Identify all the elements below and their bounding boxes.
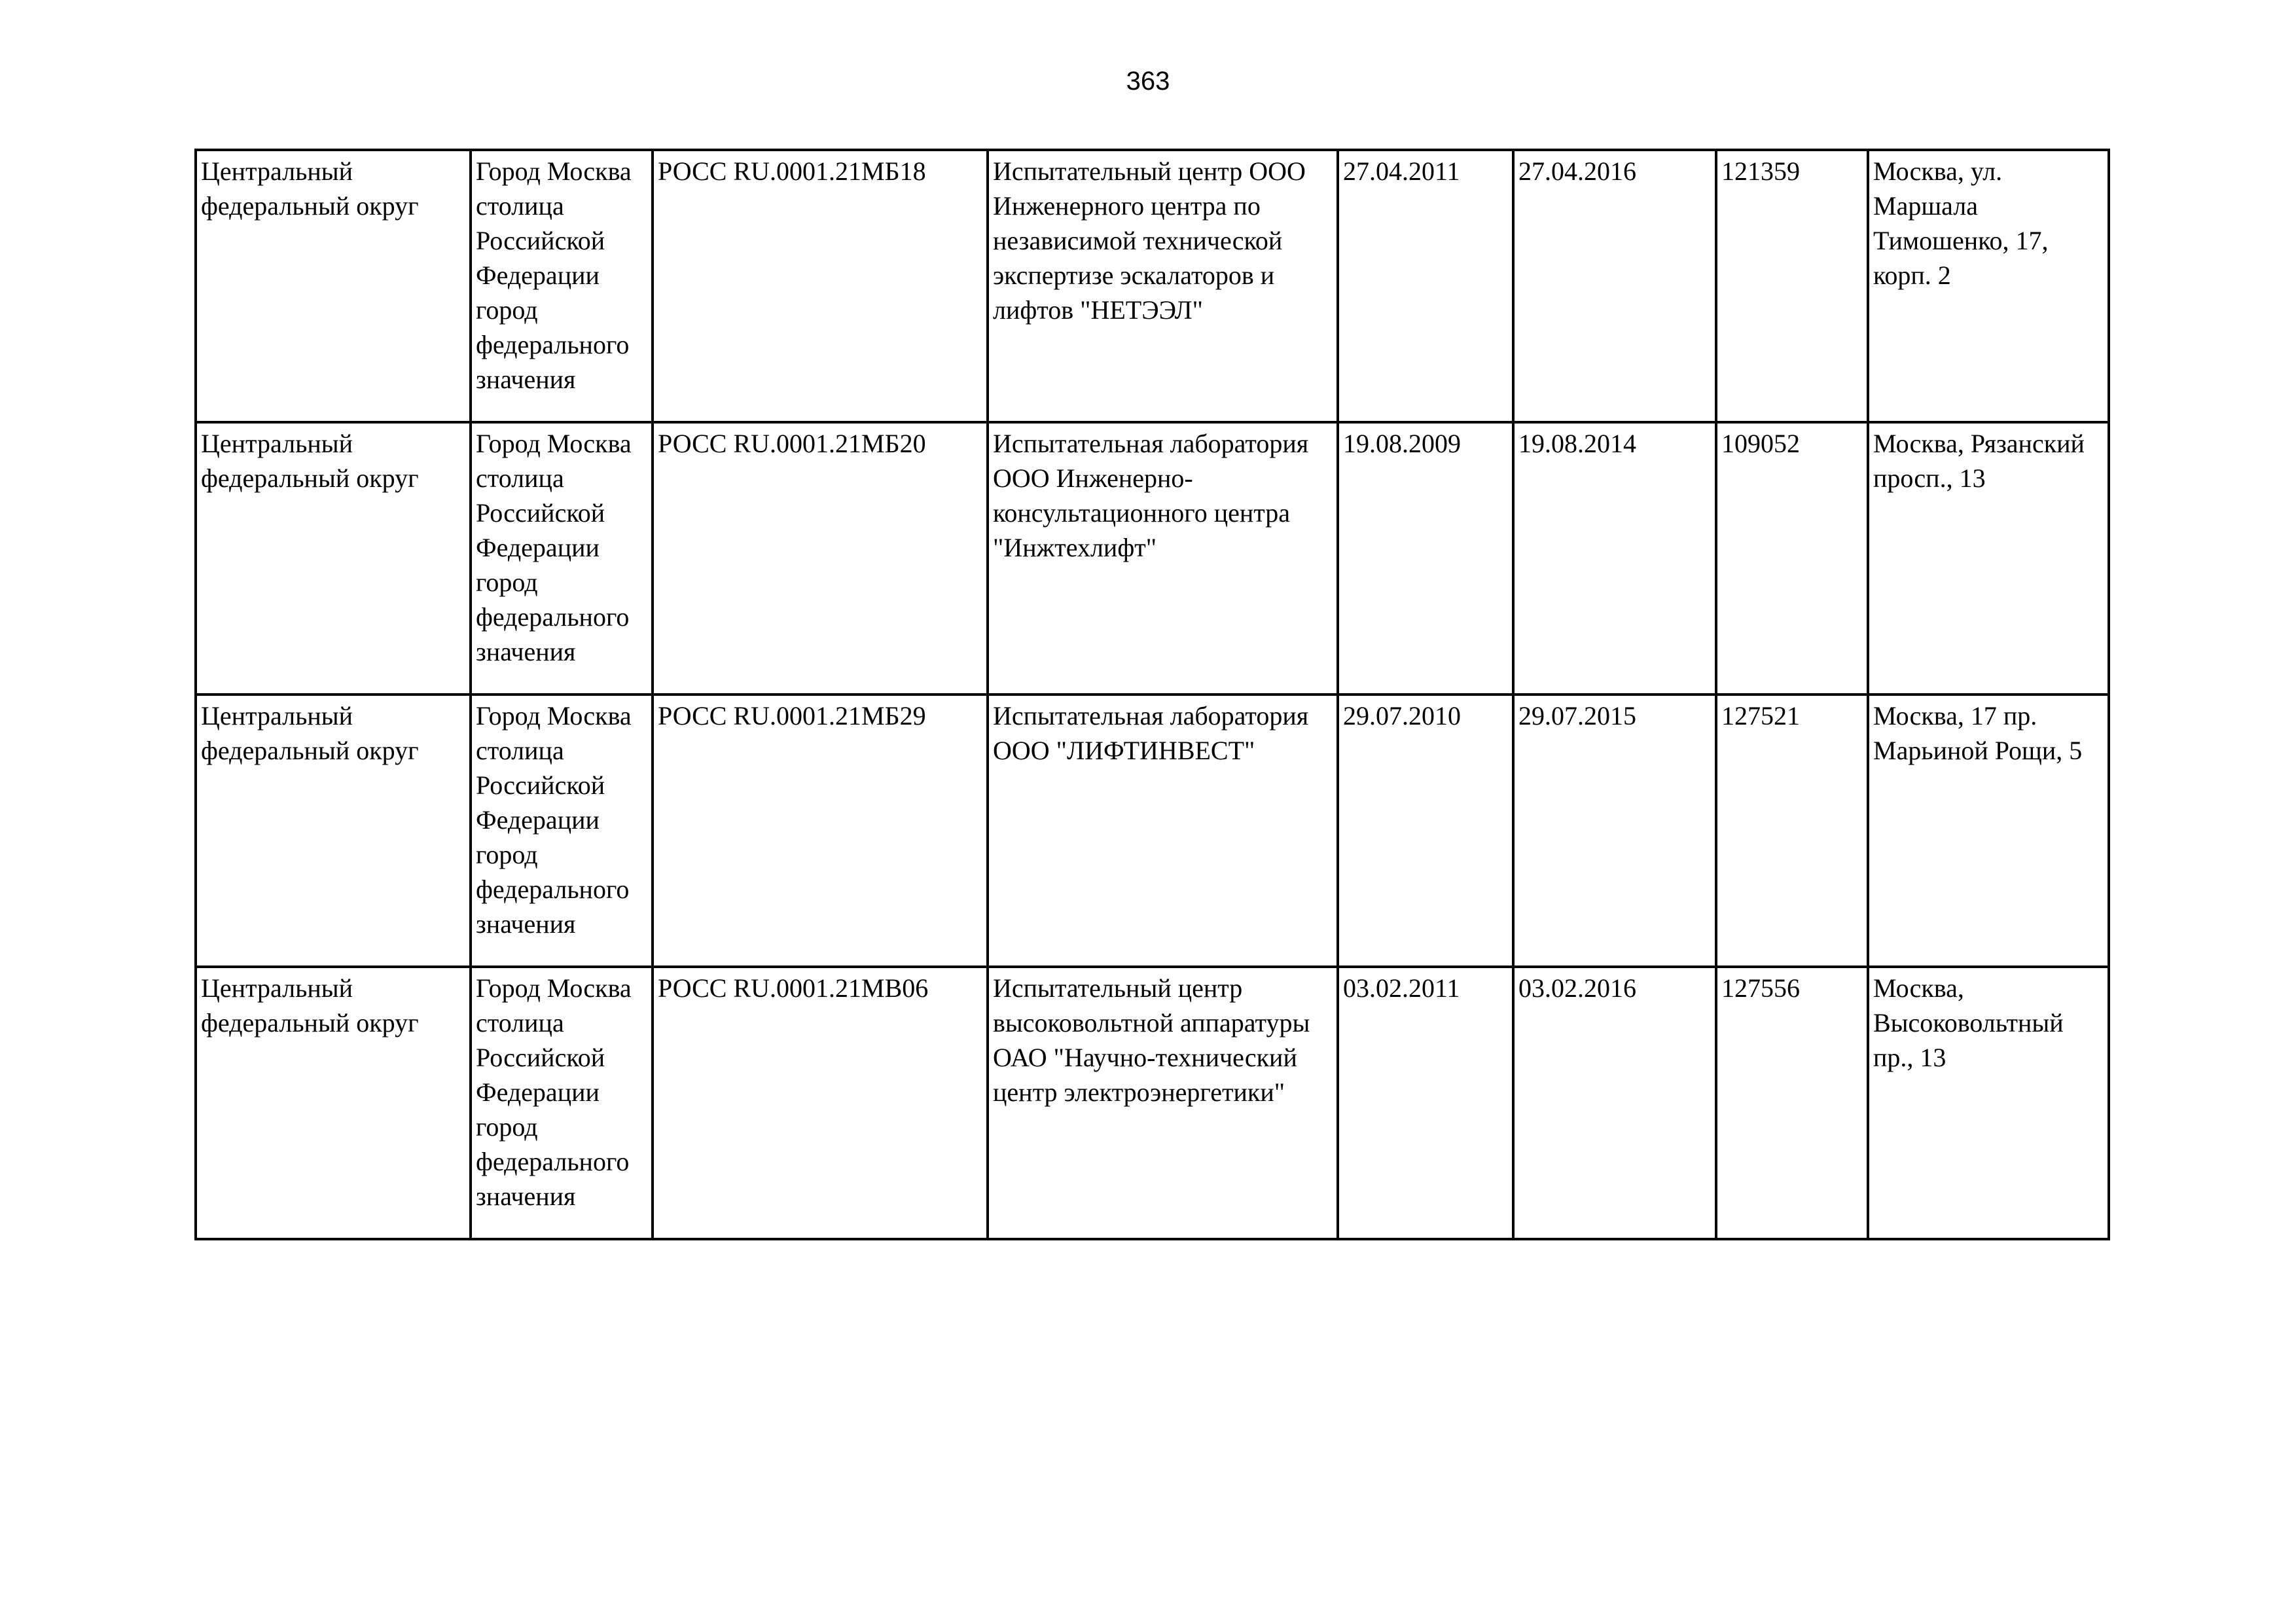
table-row (196, 967, 2109, 1239)
date-from-cell (1338, 422, 1513, 695)
postal-code-cell (1716, 422, 1868, 695)
postal-code-text: 127556 (1721, 973, 1800, 1003)
region-text: Город Москва столица Российской Федерации город федерального значения (476, 156, 632, 394)
accreditation-number-cell (653, 695, 988, 967)
organization-text: Испытательная лаборатория ООО "ЛИФТИНВЕСТ" (993, 701, 1309, 765)
accreditation-number-text: РОСС RU.0001.21МБ20 (658, 429, 926, 458)
address-text: Москва, 17 пр. Марьиной Рощи, 5 (1873, 701, 2083, 765)
district-text: Центральный федеральный округ (201, 701, 419, 765)
district-cell (196, 967, 471, 1239)
date-from-text: 19.08.2009 (1343, 429, 1461, 458)
table-row (196, 150, 2109, 422)
address-cell (1868, 695, 2109, 967)
date-from-text: 27.04.2011 (1343, 156, 1460, 186)
date-from-text: 29.07.2010 (1343, 701, 1461, 731)
district-cell (196, 695, 471, 967)
region-text: Город Москва столица Российской Федерации город федерального значения (476, 429, 632, 666)
district-cell (196, 150, 471, 422)
date-from-cell (1338, 150, 1513, 422)
organization-text: Испытательный центр ООО Инженерного центра по независимой технической экспертизе эскалаторов и лифтов "НЕТЭЭЛ" (993, 156, 1306, 325)
page-number: 363 (1126, 67, 1170, 96)
date-to-text: 19.08.2014 (1518, 429, 1636, 458)
date-to-text: 27.04.2016 (1518, 156, 1636, 186)
date-to-cell (1513, 150, 1716, 422)
date-to-cell (1513, 695, 1716, 967)
region-cell (471, 967, 653, 1239)
accreditation-number-cell (653, 422, 988, 695)
district-cell (196, 422, 471, 695)
address-text: Москва, Высоковольтный пр., 13 (1873, 973, 2064, 1072)
organization-cell (988, 422, 1338, 695)
organization-cell (988, 695, 1338, 967)
date-to-cell (1513, 422, 1716, 695)
region-cell (471, 150, 653, 422)
region-cell (471, 695, 653, 967)
postal-code-text: 109052 (1721, 429, 1800, 458)
address-cell (1868, 422, 2109, 695)
date-from-text: 03.02.2011 (1343, 973, 1460, 1003)
organization-cell (988, 150, 1338, 422)
accreditation-number-text: РОСС RU.0001.21МБ18 (658, 156, 926, 186)
address-cell (1868, 150, 2109, 422)
organization-cell (988, 967, 1338, 1239)
date-to-text: 03.02.2016 (1518, 973, 1636, 1003)
address-text: Москва, ул. Маршала Тимошенко, 17, корп. 2 (1873, 156, 2049, 290)
accreditation-number-cell (653, 150, 988, 422)
date-to-text: 29.07.2015 (1518, 701, 1636, 731)
date-from-cell (1338, 695, 1513, 967)
date-from-cell (1338, 967, 1513, 1239)
date-to-cell (1513, 967, 1716, 1239)
postal-code-text: 127521 (1721, 701, 1800, 731)
address-cell (1868, 967, 2109, 1239)
district-text: Центральный федеральный округ (201, 156, 419, 221)
region-cell (471, 422, 653, 695)
district-text: Центральный федеральный округ (201, 973, 419, 1038)
region-text: Город Москва столица Российской Федерации город федерального значения (476, 701, 632, 939)
table-row (196, 695, 2109, 967)
postal-code-cell (1716, 150, 1868, 422)
postal-code-cell (1716, 967, 1868, 1239)
accreditation-number-cell (653, 967, 988, 1239)
postal-code-text: 121359 (1721, 156, 1800, 186)
table-row (196, 422, 2109, 695)
district-text: Центральный федеральный округ (201, 429, 419, 493)
address-text: Москва, Рязанский просп., 13 (1873, 429, 2085, 493)
accreditation-number-text: РОСС RU.0001.21МВ06 (658, 973, 929, 1003)
organization-text: Испытательная лаборатория ООО Инженерно-консультационного центра "Инжтехлифт" (993, 429, 1309, 562)
accreditation-number-text: РОСС RU.0001.21МБ29 (658, 701, 926, 731)
registry-table (194, 149, 2110, 1240)
organization-text: Испытательный центр высоковольтной аппаратуры ОАО "Научно-технический центр электроэнергетики" (993, 973, 1310, 1107)
region-text: Город Москва столица Российской Федерации город федерального значения (476, 973, 632, 1211)
postal-code-cell (1716, 695, 1868, 967)
